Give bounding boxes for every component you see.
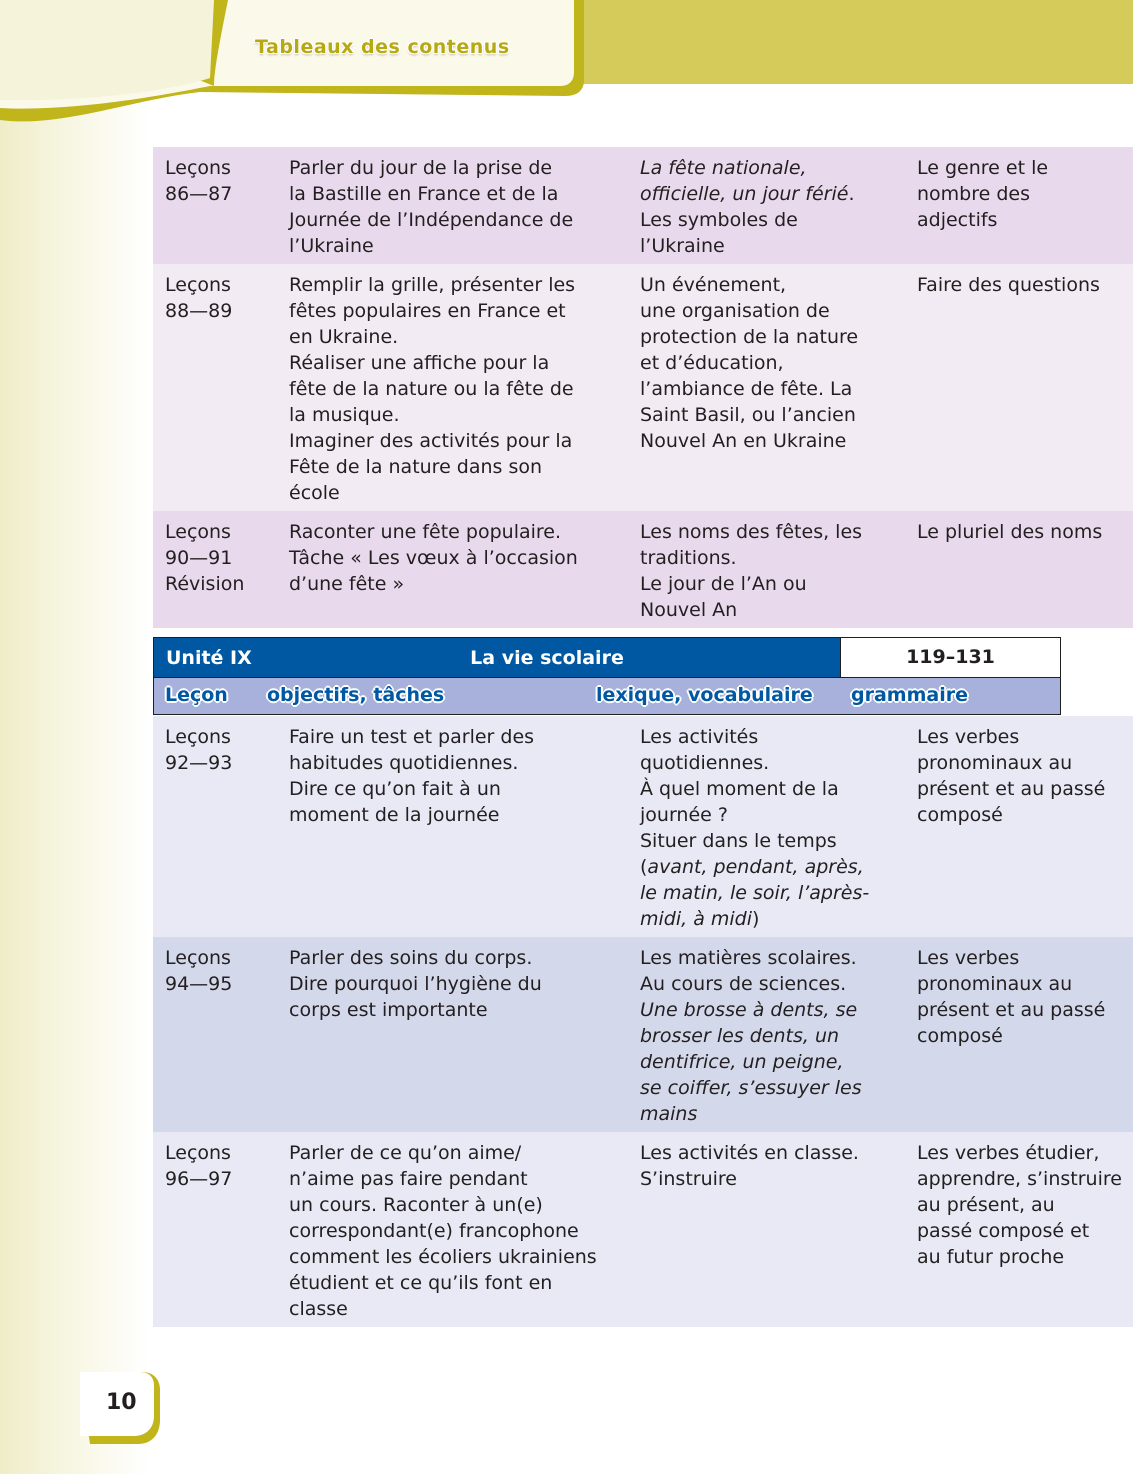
grammar-cell: Les verbes pronominaux au présent et au passé composé — [905, 937, 1133, 1132]
column-header-lexique: lexique, vocabulaire — [596, 684, 813, 706]
lexique-cell — [628, 937, 905, 1132]
objectives-cell: Parler de ce qu’on aime/ n’aime pas faire pendant un cours. Raconter à un(e) correspondant(e) francophone comment les écoliers ukrainiens étudient et ce qu’ils font en classe — [277, 1132, 628, 1327]
lexique-text: Les activités quotidiennes. À quel moment de la journée ? Situer dans le temps ( — [640, 726, 839, 878]
lexique-text: Les matières scolaires. Au cours de sciences. — [640, 947, 857, 995]
lesson-number: Leçons 92—93 — [153, 716, 277, 937]
grammar-cell: Le pluriel des noms — [905, 511, 1133, 628]
lexique-cell — [628, 716, 905, 937]
lesson-number: Leçons 88—89 — [153, 264, 277, 511]
grammar-cell: Les verbes pronominaux au présent et au passé composé — [905, 716, 1133, 937]
lesson-number: Leçons 90—91 Révision — [153, 511, 277, 628]
table-row — [153, 937, 1133, 1132]
table-row — [153, 1132, 1133, 1327]
objectives-cell: Parler du jour de la prise de la Bastille en France et de la Journée de l’Indépendance de l’Ukraine — [277, 147, 628, 264]
table-row — [153, 264, 1133, 511]
table-row — [153, 511, 1133, 628]
page-header-title: Tableaux des contenus — [255, 36, 510, 58]
lexique-text-end: ) — [752, 908, 760, 930]
lexique-italic: avant, pendant, après, le matin, le soir, l’après- midi, à midi — [640, 856, 870, 930]
lessons-table-unit-ix — [153, 716, 1133, 1327]
unit-pages: 119–131 — [840, 638, 1060, 677]
column-headers — [154, 677, 1060, 714]
column-header-objectives: objectifs, tâches — [267, 684, 445, 706]
unit-number: Unité IX — [166, 647, 252, 669]
lexique-italic: Une brosse à dents, se brosser les dents, un dentifrice, un peigne, se coiffer, s’essuyer les mains — [640, 999, 862, 1125]
unit-header-box — [153, 637, 1061, 715]
lexique-cell: Les noms des fêtes, les traditions. Le jour de l’An ou Nouvel An — [628, 511, 905, 628]
lessons-table-unit-viii — [153, 147, 1133, 628]
header-tab-shape — [0, 0, 600, 140]
lexique-cell: Les activités en classe. S’instruire — [628, 1132, 905, 1327]
unit-title-band — [154, 638, 840, 677]
objectives-cell: Raconter une fête populaire. Tâche « Les vœux à l’occasion d’une fête » — [277, 511, 628, 628]
lexique-text: . Les symboles de l’Ukraine — [640, 183, 855, 257]
column-header-grammar: grammaire — [851, 684, 968, 706]
column-header-lesson: Leçon — [165, 684, 228, 706]
objectives-cell: Faire un test et parler des habitudes quotidiennes. Dire ce qu’on fait à un moment de la journée — [277, 716, 628, 937]
header-bar — [560, 0, 1133, 84]
grammar-cell: Faire des questions — [905, 264, 1133, 511]
lexique-cell — [628, 147, 905, 264]
lesson-number: Leçons 96—97 — [153, 1132, 277, 1327]
objectives-cell: Parler des soins du corps. Dire pourquoi l’hygiène du corps est importante — [277, 937, 628, 1132]
page-number: 10 — [106, 1390, 137, 1415]
lexique-italic: La fête nationale, officielle, un jour férié — [640, 157, 849, 205]
grammar-cell: Le genre et le nombre des adjectifs — [905, 147, 1133, 264]
table-row — [153, 716, 1133, 937]
unit-title-row — [154, 638, 1060, 677]
table-row — [153, 147, 1133, 264]
objectives-cell: Remplir la grille, présenter les fêtes populaires en France et en Ukraine. Réaliser une affiche pour la fête de la nature ou la fête de la musique. Imaginer des activités pour la Fête de la nature dans son école — [277, 264, 628, 511]
lesson-number: Leçons 86—87 — [153, 147, 277, 264]
unit-title: La vie scolaire — [470, 647, 624, 669]
grammar-cell: Les verbes étudier, apprendre, s’instruire au présent, au passé composé et au futur proche — [905, 1132, 1133, 1327]
lesson-number: Leçons 94—95 — [153, 937, 277, 1132]
lexique-cell: Un événement, une organisation de protection de la nature et d’éducation, l’ambiance de fête. La Saint Basil, ou l’ancien Nouvel An en Ukraine — [628, 264, 905, 511]
page-margin-gradient — [0, 0, 150, 1474]
